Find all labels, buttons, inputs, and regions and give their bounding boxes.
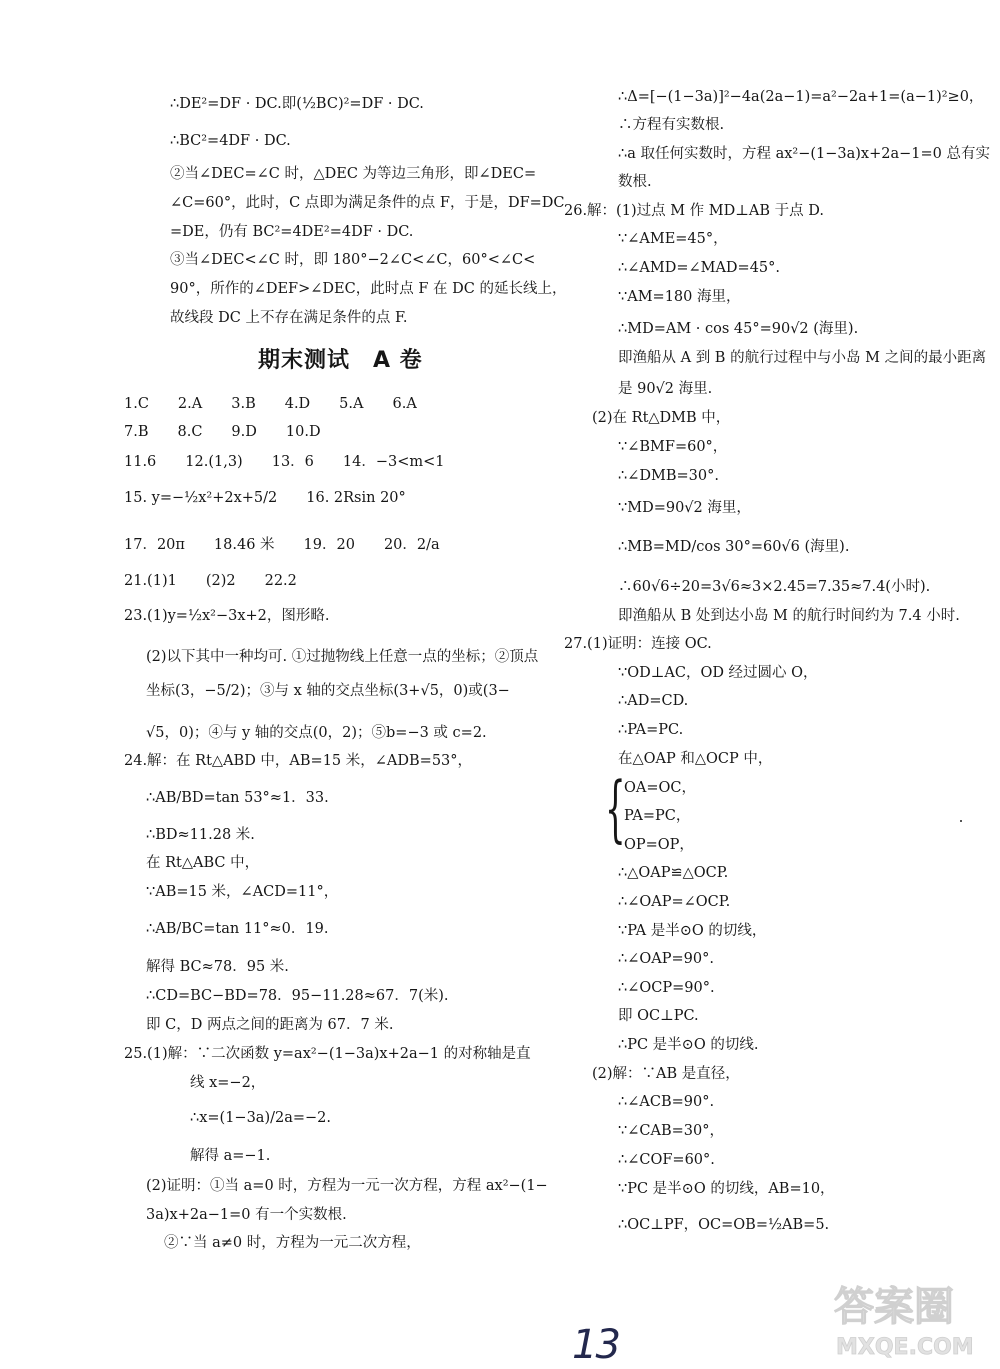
text-line: ②当∠DEC=∠C 时，△DEC 为等边三角形，即∠DEC= bbox=[170, 166, 537, 182]
text-line: ∴OC⊥PF，OC=OB=½AB=5. bbox=[618, 1217, 830, 1233]
text-line: (2)解：∵AB 是直径， bbox=[592, 1066, 740, 1082]
text-line: ∴PC 是半⊙O 的切线. bbox=[618, 1037, 759, 1053]
text-line: ∴BD≈11.28 米. bbox=[146, 827, 255, 843]
text-line: ∴x=(1−3a)/2a=−2. bbox=[190, 1110, 331, 1126]
text-line: √5，0)；④与 y 轴的交点(0，2)；⑤b=−3 或 c=2. bbox=[146, 725, 487, 741]
text-line: ∵∠CAB=30°， bbox=[618, 1123, 724, 1139]
text-line: ∵PC 是半⊙O 的切线，AB=10， bbox=[618, 1181, 835, 1197]
text-line: ∵OD⊥AC，OD 经过圆心 O， bbox=[618, 665, 818, 681]
text-line: 27.(1)证明：连接 OC. bbox=[564, 636, 712, 652]
text-line: ∴∠OAP=∠OCP. bbox=[618, 894, 731, 910]
text-line: 故线段 DC 上不存在满足条件的点 F. bbox=[170, 310, 408, 326]
text-line: ∴PA=PC. bbox=[618, 722, 684, 738]
text-line: ∵PA 是半⊙O 的切线， bbox=[618, 923, 767, 939]
text-line: (2)在 Rt△DMB 中， bbox=[592, 410, 731, 426]
text-line: 90°，所作的∠DEF>∠DEC，此时点 F 在 DC 的延长线上， bbox=[170, 281, 567, 297]
text-line: 数根. bbox=[618, 174, 652, 190]
text-line: 坐标(3，−5/2)；③与 x 轴的交点坐标(3+√5，0)或(3− bbox=[146, 683, 510, 699]
text-line: 线 x=−2， bbox=[190, 1075, 266, 1091]
text-line: ∴△OAP≌△OCP. bbox=[618, 865, 729, 881]
svg-text:答案圈: 答案圈 bbox=[834, 1284, 954, 1330]
text-line: 15. y=−½x²+2x+5/2 16. 2Rsin 20° bbox=[124, 490, 406, 506]
text-line: ∴MB=MD/cos 30°=60√6 (海里). bbox=[618, 539, 850, 555]
svg-text:MXQE.COM: MXQE.COM bbox=[836, 1335, 974, 1360]
text-line: ③当∠DEC<∠C 时，即 180°−2∠C<∠C，60°<∠C< bbox=[170, 252, 536, 268]
text-line: 17．20π 18.46 米 19．20 20．2/a bbox=[124, 537, 440, 553]
text-line: ∵AM=180 海里， bbox=[618, 289, 741, 305]
text-line: ∠C=60°，此时，C 点即为满足条件的点 F，于是，DF=DC bbox=[170, 195, 565, 211]
text-line: ∴AB/BD=tan 53°≈1．33. bbox=[146, 790, 329, 806]
text-line: ∴∠COF=60°. bbox=[618, 1152, 715, 1168]
text-line: ∴∠OAP=90°. bbox=[618, 951, 714, 967]
text-line: =DE，仍有 BC²=4DE²=4DF · DC. bbox=[170, 224, 414, 240]
text-line: ∵∠BMF=60°， bbox=[618, 439, 728, 455]
text-line: ∴a 取任何实数时，方程 ax²−(1−3a)x+2a−1=0 总有实 bbox=[618, 146, 990, 162]
text-line: 26.解：(1)过点 M 作 MD⊥AB 于点 D. bbox=[564, 203, 824, 219]
text-line: 解得 BC≈78．95 米. bbox=[146, 959, 289, 975]
text-line: 即渔船从 A 到 B 的航行过程中与小岛 M 之间的最小距离 bbox=[618, 350, 987, 366]
text-line: ∴Δ=[−(1−3a)]²−4a(2a−1)=a²−2a+1=(a−1)²≥0， bbox=[618, 89, 984, 105]
text-line: ∴∠AMD=∠MAD=45°. bbox=[618, 260, 781, 276]
text-line: ∴∠DMB=30°. bbox=[618, 468, 719, 484]
text-line: ∵∠AME=45°， bbox=[618, 231, 728, 247]
text-line: 即 C，D 两点之间的距离为 67．7 米. bbox=[146, 1017, 394, 1033]
text-line: 25.(1)解：∵二次函数 y=ax²−(1−3a)x+2a−1 的对称轴是直 bbox=[124, 1046, 531, 1062]
text-line: ∴CD=BC−BD=78．95−11.28≈67．7(米). bbox=[146, 988, 449, 1004]
text-line: 21.(1)1 (2)2 22.2 bbox=[124, 573, 297, 589]
text-line: ②∵当 a≠0 时，方程为一元二次方程， bbox=[164, 1235, 421, 1251]
text-line: 1.C 2.A 3.B 4.D 5.A 6.A bbox=[124, 396, 417, 412]
text-line: ∵AB=15 米，∠ACD=11°， bbox=[146, 884, 339, 900]
speck bbox=[960, 820, 962, 822]
text-line: ∴DE²=DF · DC.即(½BC)²=DF · DC. bbox=[170, 96, 424, 112]
text-line: 解得 a=−1. bbox=[190, 1148, 271, 1164]
text-line: 7.B 8.C 9.D 10.D bbox=[124, 424, 321, 440]
text-line: ∴60√6÷20=3√6≈3×2.45=7.35≈7.4(小时). bbox=[618, 579, 931, 595]
text-line: 23.(1)y=½x²−3x+2，图形略. bbox=[124, 608, 330, 624]
text-line: ∴∠OCP=90°. bbox=[618, 980, 715, 996]
text-line: 即渔船从 B 处到达小岛 M 的航行时间约为 7.4 小时. bbox=[618, 608, 960, 624]
text-line: (2)以下其中一种均可. ①过抛物线上任意一点的坐标；②顶点 bbox=[146, 649, 539, 665]
section-title: 期末测试 A 卷 bbox=[258, 348, 423, 373]
page-number: 13 bbox=[572, 1322, 619, 1368]
text-line: ∵MD=90√2 海里， bbox=[618, 500, 751, 516]
text-line: ∴AD=CD. bbox=[618, 693, 689, 709]
text-line: ∴∠ACB=90°. bbox=[618, 1094, 715, 1110]
text-line: ∴方程有实数根. bbox=[618, 117, 725, 133]
text-line: 在 Rt△ABC 中， bbox=[146, 855, 260, 871]
text-line: 11.6 12.(1,3) 13．6 14．−3<m<1 bbox=[124, 454, 445, 470]
text-line: 是 90√2 海里. bbox=[618, 381, 713, 397]
text-line: 24.解：在 Rt△ABD 中，AB=15 米，∠ADB=53°， bbox=[124, 753, 473, 769]
text-line: ∴BC²=4DF · DC. bbox=[170, 133, 291, 149]
text-line: OP=OP， bbox=[624, 837, 694, 853]
text-line: 在△OAP 和△OCP 中， bbox=[618, 751, 773, 767]
text-line: PA=PC， bbox=[624, 808, 691, 824]
text-line: ∴AB/BC=tan 11°≈0．19. bbox=[146, 921, 329, 937]
text-line: (2)证明：①当 a=0 时，方程为一元一次方程，方程 ax²−(1− bbox=[146, 1178, 548, 1194]
text-line: ∴MD=AM · cos 45°=90√2 (海里). bbox=[618, 321, 859, 337]
text-line: 3a)x+2a−1=0 有一个实数根. bbox=[146, 1207, 347, 1223]
text-line: 即 OC⊥PC. bbox=[618, 1008, 699, 1024]
system-brace: { bbox=[605, 766, 626, 850]
watermark-logo bbox=[826, 1262, 996, 1362]
text-line: OA=OC， bbox=[624, 780, 696, 796]
